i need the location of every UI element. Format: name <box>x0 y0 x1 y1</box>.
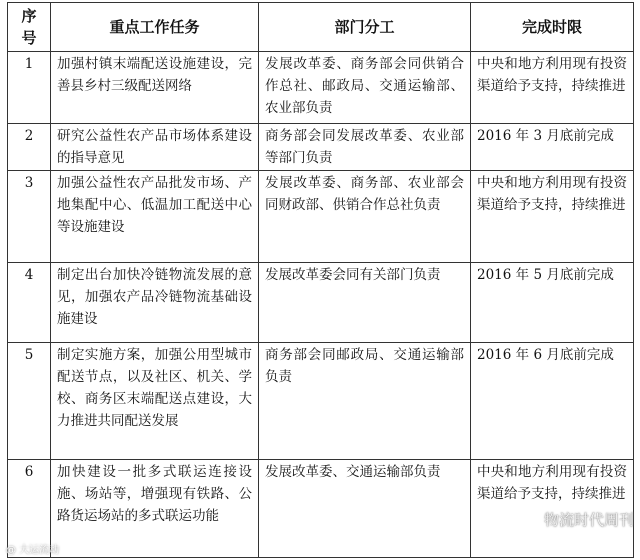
table-header-row <box>8 3 634 52</box>
watermark <box>520 509 634 530</box>
header-dept: 部门分工 <box>259 3 471 52</box>
table-row <box>8 171 634 263</box>
row-dept: 商务部会同邮政局、交通运输部负责 <box>259 343 471 460</box>
row-seq: 1 <box>8 52 51 124</box>
row-deadline: 中央和地方利用现有投资渠道给予支持，持续推进 <box>471 52 634 124</box>
row-dept: 发展改革委、交通运输部负责 <box>259 460 471 558</box>
row-dept: 发展改革委会同有关部门负责 <box>259 263 471 343</box>
header-deadline: 完成时限 <box>471 3 634 52</box>
row-dept: 发展改革委、商务部、农业部会同财政部、供销合作总社负责 <box>259 171 471 263</box>
row-deadline: 2016 年 3 月底前完成 <box>471 124 634 171</box>
watermark-text: 物流时代周刊 <box>543 511 634 529</box>
wechat-icon <box>520 512 540 528</box>
row-dept: 发展改革委、商务部会同供销合作总社、邮政局、交通运输部、农业部负责 <box>259 52 471 124</box>
task-table <box>7 2 634 558</box>
row-deadline: 中央和地方利用现有投资渠道给予支持，持续推进 <box>471 460 634 558</box>
table-row <box>8 263 634 343</box>
row-deadline: 2016 年 6 月底前完成 <box>471 343 634 460</box>
row-seq: 4 <box>8 263 51 343</box>
row-task: 制定实施方案，加强公用型城市配送节点，以及社区、机关、学校、商务区末端配送点建设，大力推进共同配送发展 <box>51 343 259 460</box>
row-task: 加快建设一批多式联运连接设施、场站等，增强现有铁路、公路货运场站的多式联运功能 <box>51 460 259 558</box>
table-row <box>8 343 634 460</box>
row-task: 加强公益性农产品批发市场、产地集配中心、低温加工配送中心等设施建设 <box>51 171 259 263</box>
row-seq: 3 <box>8 171 51 263</box>
row-deadline: 中央和地方利用现有投资渠道给予支持，持续推进 <box>471 171 634 263</box>
watermark-left: @ 大运流动 <box>6 545 60 556</box>
table-row <box>8 124 634 171</box>
table-row <box>8 52 634 124</box>
row-task: 加强村镇末端配送设施建设，完善县乡村三级配送网络 <box>51 52 259 124</box>
header-seq: 序号 <box>8 3 51 52</box>
row-seq: 2 <box>8 124 51 171</box>
row-seq: 5 <box>8 343 51 460</box>
row-task: 研究公益性农产品市场体系建设的指导意见 <box>51 124 259 171</box>
row-task: 制定出台加快冷链物流发展的意见，加强农产品冷链物流基础设施建设 <box>51 263 259 343</box>
row-dept: 商务部会同发展改革委、农业部等部门负责 <box>259 124 471 171</box>
row-deadline: 2016 年 5 月底前完成 <box>471 263 634 343</box>
row-seq: 6 <box>8 460 51 558</box>
header-task: 重点工作任务 <box>51 3 259 52</box>
